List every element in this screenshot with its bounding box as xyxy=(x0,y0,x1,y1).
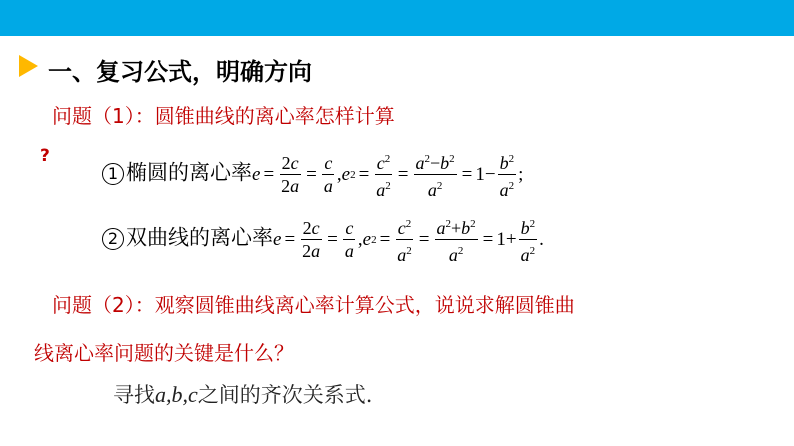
answer-prefix: 寻找 xyxy=(113,383,155,407)
top-banner xyxy=(0,0,794,36)
question-2-line-1: 问题（2）：观察圆锥曲线离心率计算公式，说说求解圆锥曲 xyxy=(52,293,575,317)
hyperbola-label: 双曲线的离心率 xyxy=(126,225,273,250)
circled-number-2: 2 xyxy=(102,228,124,250)
answer-vars: a,b,c xyxy=(155,382,198,407)
ellipse-label: 椭圆的离心率 xyxy=(126,160,252,185)
ellipse-eccentricity-line xyxy=(102,148,523,201)
triangle-bullet-icon xyxy=(19,55,38,77)
ellipse-formula: e = $\frac{2c}{2a}$ = $\frac{c}{a}$ , e 2 = $\frac{c^2}{a^2}$ = $\frac{a^2-b^2}{a^2}$ = 1− $\frac{b^2}{a^2}$ ; xyxy=(252,148,523,201)
question-2-line-2: 线离心率问题的关键是什么？ xyxy=(34,341,294,365)
answer-text xyxy=(113,379,372,409)
question-mark: ? xyxy=(40,146,50,166)
answer-suffix: 之间的齐次关系式. xyxy=(197,383,373,407)
hyperbola-eccentricity-line xyxy=(102,213,544,266)
hyperbola-formula: e = $\frac{2c}{2a}$ = $\frac{c}{a}$ , e 2 = $\frac{c^2}{a^2}$ = $\frac{a^2+b^2}{a^2}$ = 1+ $\frac{b^2}{a^2}$ . xyxy=(273,213,544,266)
circled-number-1: 1 xyxy=(102,163,124,185)
section-title: 一、复习公式，明确方向 xyxy=(48,58,312,86)
question-1: 问题（1）：圆锥曲线的离心率怎样计算 xyxy=(52,104,395,128)
